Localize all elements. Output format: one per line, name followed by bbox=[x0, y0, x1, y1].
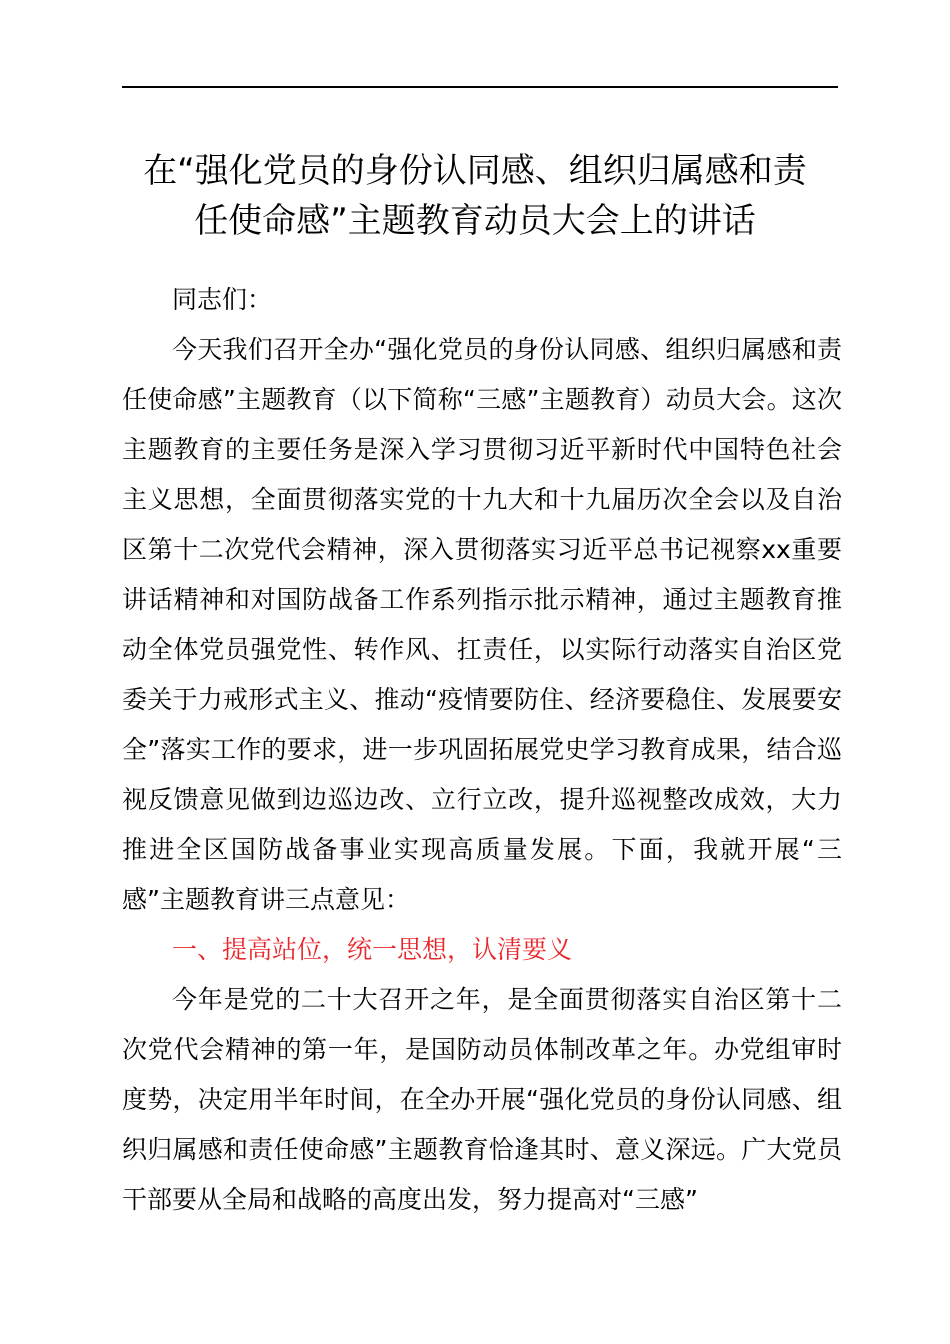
document-title bbox=[100, 146, 850, 246]
body-paragraph: 今年是党的二十大召开之年，是全面贯彻落实自治区第十二次党代会精神的第一年，是国防动员体制改革之年。办党组审时度势，决定用半年时间，在全办开展“强化党员的身份认同感、组织归属感和责任使命感”主题教育恰逢其时、意义深远。广大党员干部要从全局和战略的高度出发，努力提高对“三感” bbox=[122, 985, 842, 1214]
section-heading: 一、提高站位，统一思想，认清要义 bbox=[172, 935, 573, 964]
header-rule bbox=[122, 86, 838, 88]
title-line-1: 在“强化党员的身份认同感、组织归属感和责 bbox=[143, 151, 807, 191]
document-body bbox=[122, 275, 842, 1225]
salutation: 同志们： bbox=[172, 285, 273, 314]
body-paragraph: 今天我们召开全办“强化党员的身份认同感、组织归属感和责任使命感”主题教育（以下简称“三感”主题教育）动员大会。这次主题教育的主要任务是深入学习贯彻习近平新时代中国特色社会主义思想，全面贯彻落实党的十九大和十九届历次全会以及自治区第十二次党代会精神，深入贯彻落实习近平总书记视察xx重要讲话精神和对国防战备工作系列指示批示精神，通过主题教育推动全体党员强党性、转作风、扛责任，以实际行动落实自治区党委关于力戒形式主义、推动“疫情要防住、经济要稳住、发展要安全”落实工作的要求，进一步巩固拓展党史学习教育成果，结合巡视反馈意见做到边巡边改、立行立改，提升巡视整改成效，大力推进全区国防战备事业实现高质量发展。下面，我就开展“三感”主题教育讲三点意见： bbox=[122, 335, 842, 914]
title-line-2: 任使命感”主题教育动员大会上的讲话 bbox=[194, 201, 756, 241]
